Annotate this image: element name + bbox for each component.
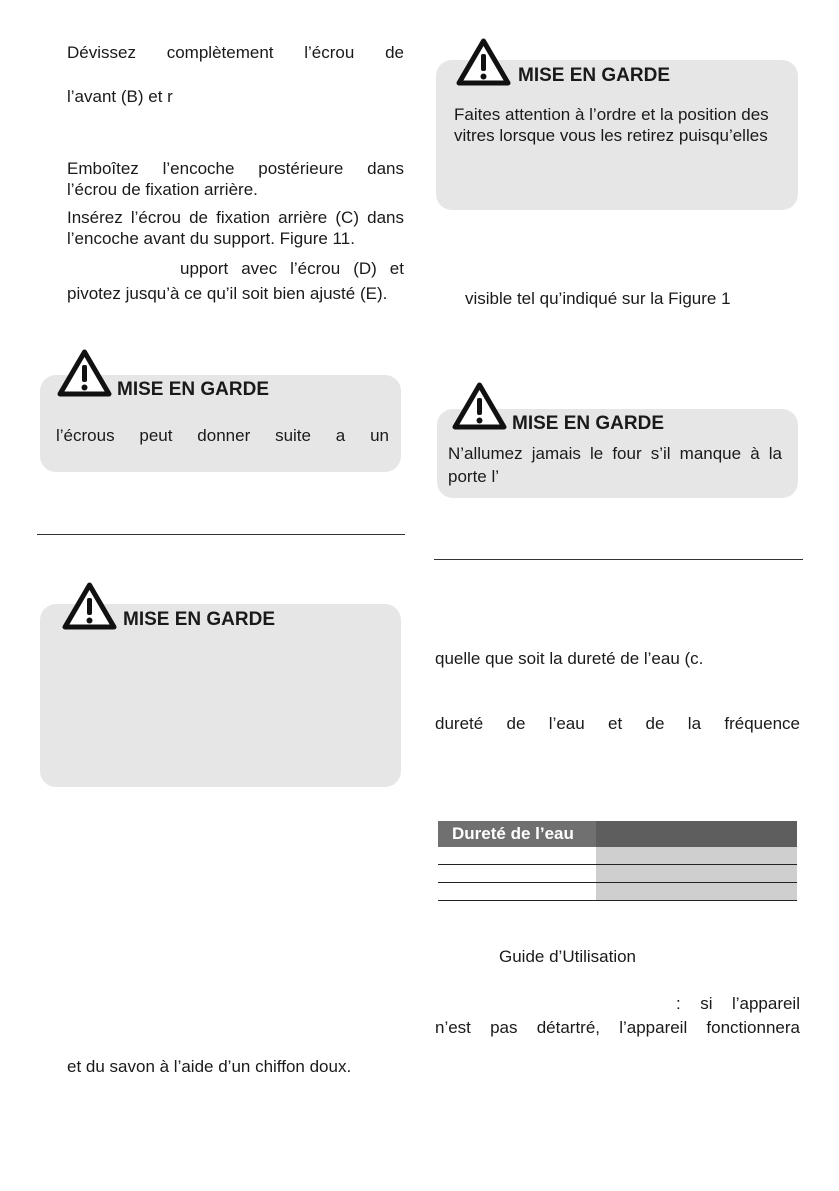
warning-text-line-1: N’allumez jamais le four s’il manque à la [448, 444, 782, 463]
section-divider [434, 559, 803, 560]
warning-triangle-icon [62, 582, 117, 630]
table-header-water-hardness: Dureté de l’eau [438, 821, 596, 847]
warning-triangle-icon [57, 349, 112, 397]
warning-title: MISE EN GARDE [512, 413, 665, 434]
left-paragraph-2-line-1: Emboîtez l’encoche postérieure dans [67, 159, 404, 178]
section-divider [37, 534, 405, 535]
left-paragraph-3-line-2: l’encoche avant du support. Figure 11. [67, 229, 355, 248]
warning-title: MISE EN GARDE [518, 65, 671, 86]
left-paragraph-4-line-2: pivotez jusqu’à ce qu’il soit bien ajusté (E). [67, 284, 388, 303]
figure-reference-text: visible tel qu’indiqué sur la Figure 1 [465, 289, 731, 308]
descaling-text-line-2: n’est pas détartré, l’appareil fonctionnera [435, 1018, 800, 1037]
warning-box-left-2 [40, 604, 401, 787]
table-row [438, 883, 797, 901]
warning-triangle-icon [456, 38, 511, 86]
left-bottom-text: et du savon à l’aide d’un chiffon doux. [67, 1057, 352, 1076]
user-guide-reference: Guide d’Utilisation [499, 947, 637, 966]
left-paragraph-3-line-1: Insérez l’écrou de fixation arrière (C) dans [67, 208, 404, 227]
left-paragraph-4-line-1: upport avec l’écrou (D) et [180, 259, 404, 278]
table-header-value [596, 821, 797, 847]
table-row [438, 865, 797, 883]
table-row [438, 847, 797, 865]
water-hardness-text-1: quelle que soit la dureté de l’eau (c. [435, 649, 704, 668]
warning-triangle-icon [452, 382, 507, 430]
descaling-text-line-1: : si l’appareil [676, 994, 800, 1013]
left-paragraph-2-line-2: l’écrou de fixation arrière. [67, 180, 258, 199]
warning-title: MISE EN GARDE [123, 609, 276, 630]
warning-text-line-2: vitres lorsque vous les retirez puisqu’elles [454, 126, 768, 145]
warning-text-line-1: Faites attention à l’ordre et la position des [454, 105, 769, 124]
left-paragraph-1-line-1: Dévissez complètement l’écrou de [67, 43, 404, 62]
left-paragraph-1-line-2: l’avant (B) et r [67, 87, 173, 106]
warning-title: MISE EN GARDE [117, 379, 270, 400]
warning-text: l’écrous peut donner suite a un [56, 426, 389, 445]
water-hardness-table [438, 821, 797, 901]
warning-text-line-2: porte l’ [448, 467, 500, 486]
water-hardness-text-2: dureté de l’eau et de la fréquence [435, 714, 800, 733]
